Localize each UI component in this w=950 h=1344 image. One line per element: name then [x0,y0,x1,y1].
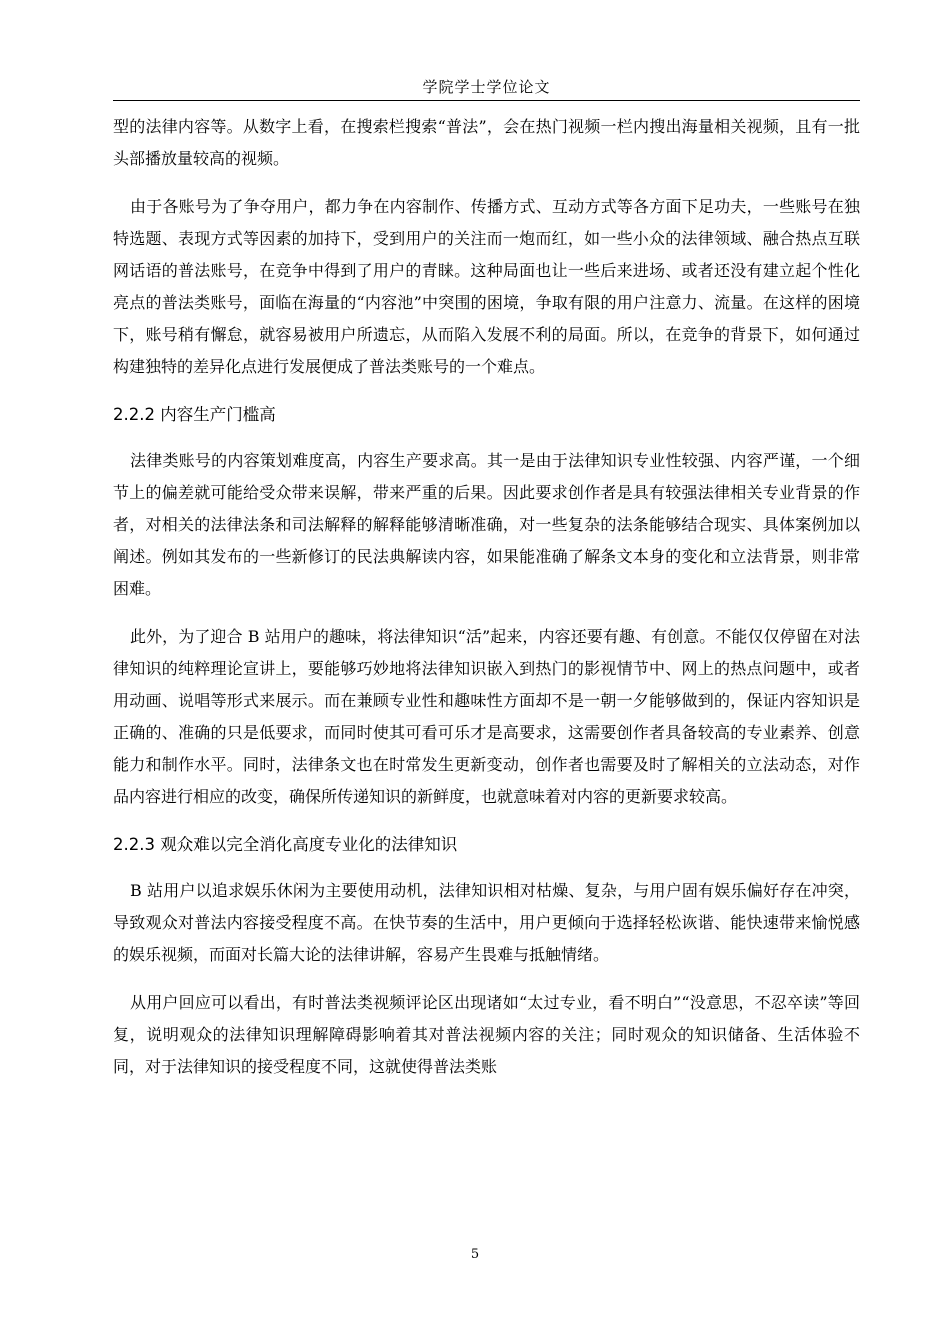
document-body [113,111,860,1099]
paragraph-interest-creativity: 此外，为了迎合 B 站用户的趣味，将法律知识“活”起来，内容还要有趣、有创意。不能仅仅停留在对法律知识的纯粹理论宣讲上，要能够巧妙地将法律知识嵌入到热门的影视情节中、网上的热点问题中，或者用动画、说唱等形式来展示。而在兼顾专业性和趣味性方面却不是一朝一夕能够做到的，保证内容知识是正确的、准确的只是低要求，而同时使其可看可乐才是高要求，这需要创作者具备较高的专业素养、创意能力和制作水平。同时，法律条文也在时常发生更新变动，创作者也需要及时了解相关的立法动态，对作品内容进行相应的改变，确保所传递知识的新鲜度，也就意味着对内容的更新要求较高。 [113,627,860,806]
section-heading-2-2-2: 2.2.2 内容生产门槛高 [113,405,276,424]
paragraph-content-difficulty: 法律类账号的内容策划难度高，内容生产要求高。其一是由于法律知识专业性较强、内容严谨，一个细节上的偏差就可能给受众带来误解，带来严重的后果。因此要求创作者是具有较强法律相关专业背景的作者，对相关的法律法条和司法解释的解释能够清晰准确，对一些复杂的法条能够结合现实、具体案例加以阐述。例如其发布的一些新修订的民法典解读内容，如果能准确了解条文本身的变化和立法背景，则非常困难。 [113,451,860,598]
page-number: 5 [470,1247,480,1262]
section-heading-2-2-3: 2.2.3 观众难以完全消化高度专业化的法律知识 [113,835,458,854]
paragraph-user-feedback: 从用户回应可以看出，有时普法类视频评论区出现诸如“太过专业，看不明白”“没意思，不忍卒读”等回复，说明观众的法律知识理解障碍影响着其对普法视频内容的关注；同时观众的知识储备、生活体验不同，对于法律知识的接受程度不同，这就使得普法类账 [113,993,860,1076]
page-header-title: 学院学士学位论文 [422,78,551,96]
paragraph-continued: 型的法律内容等。从数字上看，在搜索栏搜索“普法”，会在热门视频一栏内搜出海量相关视频，且有一批头部播放量较高的视频。 [113,117,860,168]
paragraph-competition: 由于各账号为了争夺用户，都力争在内容制作、传播方式、互动方式等各方面下足功夫，一些账号在独特选题、表现方式等因素的加持下，受到用户的关注而一炮而红，如一些小众的法律领域、融合热点互联网话语的普法账号，在竞争中得到了用户的青睐。这种局面也让一些后来进场、或者还没有建立起个性化亮点的普法类账号，面临在海量的“内容池”中突围的困境，争取有限的用户注意力、流量。在这样的困境下，账号稍有懈怠，就容易被用户所遗忘，从而陷入发展不利的局面。所以，在竞争的背景下，如何通过构建独特的差异化点进行发展便成了普法类账号的一个难点。 [113,197,860,376]
paragraph-audience-preference: B 站用户以追求娱乐休闲为主要使用动机，法律知识相对枯燥、复杂，与用户固有娱乐偏好存在冲突，导致观众对普法内容接受程度不高。在快节奏的生活中，用户更倾向于选择轻松诙谐、能快速带来愉悦感的娱乐视频，而面对长篇大论的法律讲解，容易产生畏难与抵触情绪。 [113,881,860,964]
header-divider [113,100,860,101]
